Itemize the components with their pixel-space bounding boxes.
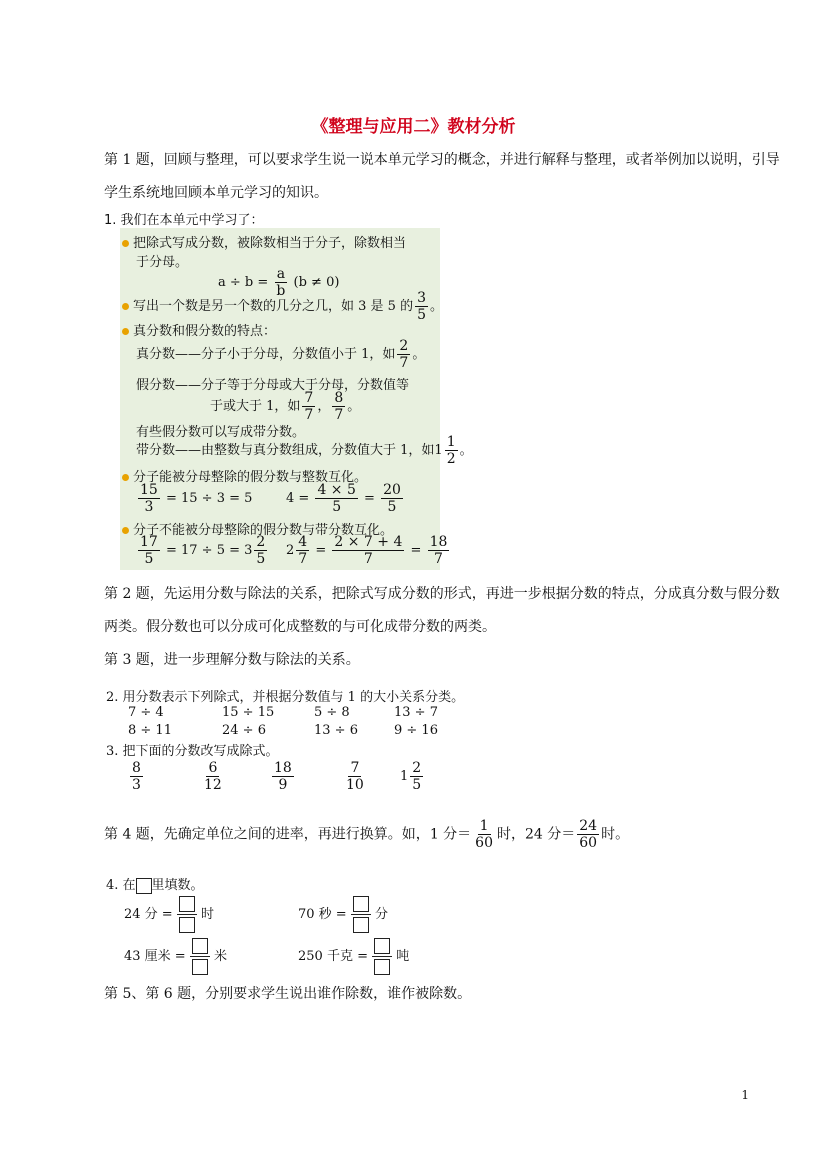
- q3-fraction-2: $\frac{6}{12}$: [204, 760, 222, 793]
- blank-fraction[interactable]: [177, 896, 197, 933]
- bullet-icon: [122, 240, 129, 247]
- bullet-icon: [122, 328, 129, 335]
- q4-item-3: 43 厘米 = 米: [124, 938, 227, 975]
- q2-cell-1-3: 5 ÷ 8: [314, 705, 350, 720]
- paragraph-q3: 第 3 题，进一步理解分数与除法的关系。: [104, 652, 360, 668]
- q3-fraction-5: 1 $\frac{2}{5}$: [400, 760, 422, 793]
- example-1: $\frac{15}{3}$ = 15 ÷ 3 = 5: [140, 482, 253, 515]
- example-2: 4 = $\frac{4 \times 5}{5}$ = $\frac{20}{5}$: [286, 482, 401, 515]
- blank-fraction[interactable]: [190, 938, 210, 975]
- example-3: $\frac{17}{5}$ = 17 ÷ 5 = 3 $\frac{2}{5}$: [140, 534, 266, 567]
- q2-heading: 2. 用分数表示下列除式，并根据分数值与 1 的大小关系分类。: [106, 690, 465, 705]
- paragraph-q4: 第 4 题，先确定单位之间的进率，再进行换算。如，1 分＝ $\frac{1}{60}$ 时，24 分＝ $\frac{24}{60}$ 时。: [104, 818, 630, 851]
- proper-fraction-def: 真分数——分子小于分母，分数值小于 1，如 $\frac{2}{7}$ 。: [136, 338, 426, 371]
- mixed-number-def: 带分数——由整数与真分数组成，分数值大于 1，如1 $\frac{1}{2}$ 。: [136, 434, 473, 467]
- q4-item-4: 250 千克 = 吨: [298, 938, 409, 975]
- paragraph-q2: 第 2 题，先运用分数与除法的关系，把除式写成分数的形式，再进一步根据分数的特点，分成真分数与假分数两类。假分数也可以分成可化成整数的与可化成带分数的两类。: [104, 586, 780, 635]
- improper-fraction-def-1: 假分数——分子等于分母或大于分母，分数值等: [136, 378, 410, 393]
- q2-cell-1-1: 7 ÷ 4: [128, 705, 164, 720]
- bullet-icon: [122, 474, 129, 481]
- bullet-icon: [122, 527, 129, 534]
- q4-item-1: 24 分 = 时: [124, 896, 214, 933]
- blank-fraction[interactable]: [351, 896, 371, 933]
- q2-cell-1-2: 15 ÷ 15: [222, 705, 275, 720]
- bullet-3: 真分数和假分数的特点：: [122, 320, 276, 339]
- bullet-5: 分子不能被分母整除的假分数与带分数互化。: [122, 519, 393, 538]
- q1-heading: 1. 我们在本单元中学习了：: [104, 213, 264, 228]
- page-title: 《整理与应用二》教材分析: [311, 117, 516, 137]
- page-number: 1: [741, 1088, 749, 1102]
- q2-cell-2-2: 24 ÷ 6: [222, 723, 266, 738]
- blank-fraction[interactable]: [372, 938, 392, 975]
- bullet-icon: [122, 303, 129, 310]
- mixed-number-intro: 有些假分数可以写成带分数。: [136, 425, 306, 440]
- q2-cell-2-1: 8 ÷ 11: [128, 723, 172, 738]
- q4-item-2: 70 秒 = 分: [298, 896, 388, 933]
- blank-square-icon: [136, 878, 152, 894]
- q4-heading: 4. 在 里填数。: [106, 878, 204, 893]
- q3-fraction-4: $\frac{7}{10}$: [346, 760, 364, 793]
- q2-cell-2-4: 9 ÷ 16: [394, 723, 438, 738]
- bullet-2: 写出一个数是另一个数的几分之几，如 3 是 5 的 $\frac{3}{5}$ 。: [122, 290, 443, 323]
- bullet-1-line2: 于分母。: [136, 255, 189, 270]
- q2-cell-1-4: 13 ÷ 7: [394, 705, 438, 720]
- q3-fraction-3: $\frac{18}{9}$: [274, 760, 292, 793]
- q3-heading: 3. 把下面的分数改写成除式。: [106, 744, 279, 759]
- paragraph-q5-q6: 第 5、第 6 题，分别要求学生说出谁作除数，谁作被除数。: [104, 986, 472, 1002]
- bullet-1-line1: 把除式写成分数，被除数相当于分子，除数相当: [122, 232, 406, 251]
- q2-cell-2-3: 13 ÷ 6: [314, 723, 358, 738]
- q3-fraction-1: $\frac{8}{3}$: [132, 760, 141, 793]
- improper-fraction-def-2: 于或大于 1，如 $\frac{7}{7}$ ， $\frac{8}{7}$ 。: [210, 390, 361, 423]
- formula-division: a ÷ b = $\frac{a}{b}$ (b ≠ 0): [218, 266, 340, 299]
- bullet-4: 分子能被分母整除的假分数与整数互化。: [122, 466, 367, 485]
- example-4: 2 $\frac{4}{7}$ = $\frac{2 \times 7 + 4}{7}$ = $\frac{18}{7}$: [286, 534, 448, 567]
- paragraph-q1: 第 1 题，回顾与整理，可以要求学生说一说本单元学习的概念，并进行解释与整理，或者举例加以说明，引导学生系统地回顾本单元学习的知识。: [104, 152, 780, 201]
